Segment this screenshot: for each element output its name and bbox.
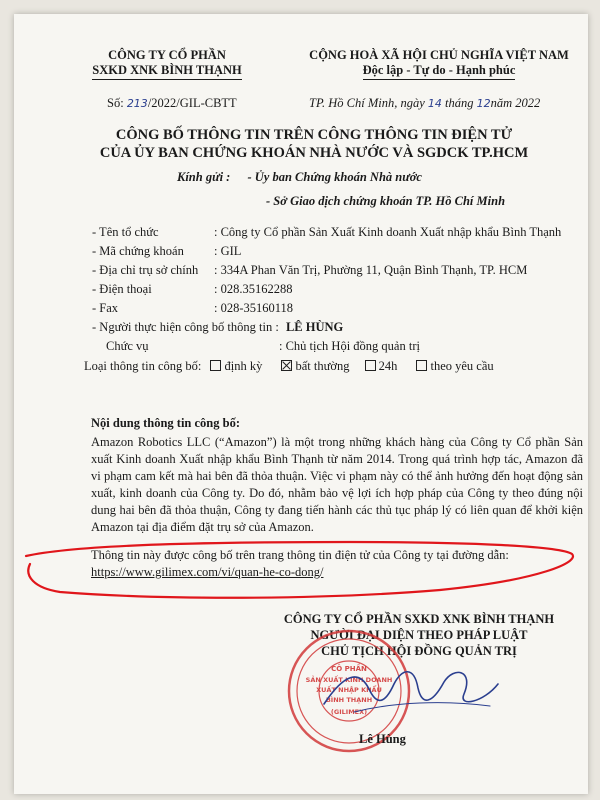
sig-representative: NGƯỜI ĐẠI DIỆN THEO PHÁP LUẬT bbox=[310, 628, 528, 642]
option-label: bất thường bbox=[295, 359, 350, 373]
checkbox-empty-icon bbox=[416, 360, 427, 371]
shareholder-link[interactable]: https://www.gilimex.com/vi/quan-he-co-dong/ bbox=[91, 565, 324, 579]
document-title bbox=[54, 126, 574, 162]
option-label: 24h bbox=[378, 359, 398, 373]
field-value: : Công ty Cổ phần Sản Xuất Kinh doanh Xuất nhập khẩu Bình Thạnh bbox=[214, 225, 562, 239]
ref-suffix: /2022/GIL-CBTT bbox=[147, 96, 237, 110]
company-header bbox=[62, 48, 272, 80]
company-line1: CÔNG TY CỔ PHẦN bbox=[108, 48, 226, 62]
title-line1: CÔNG BỐ THÔNG TIN TRÊN CÔNG THÔNG TIN ĐIỆN TỬ bbox=[115, 127, 513, 143]
recipient-1: - Ủy ban Chứng khoán Nhà nước bbox=[247, 170, 422, 184]
checkbox-empty-icon bbox=[365, 360, 376, 371]
seal-line3: XUẤT NHẬP KHẨU bbox=[316, 686, 382, 694]
discloser-name: LÊ HÙNG bbox=[285, 320, 344, 334]
company-line2: SXKD XNK BÌNH THẠNH bbox=[92, 63, 241, 80]
ref-number-handwritten: 213 bbox=[126, 97, 148, 110]
field-label: - Mã chứng khoán bbox=[92, 244, 184, 258]
recipient-2: - Sở Giao dịch chứng khoán TP. Hồ Chí Minh bbox=[266, 194, 506, 208]
date-day: 14 bbox=[427, 97, 442, 110]
seal-line2: SẢN XUẤT KINH DOANH bbox=[305, 676, 393, 684]
date-prefix: TP. Hồ Chí Minh, ngày bbox=[309, 96, 428, 110]
national-header bbox=[294, 48, 584, 80]
info-type-row bbox=[84, 359, 494, 374]
field-label: - Tên tổ chức bbox=[92, 225, 159, 239]
date-month: 12 bbox=[476, 97, 491, 110]
field-label: - Fax bbox=[92, 301, 119, 315]
content-paragraph: Amazon Robotics LLC (“Amazon”) là một trong những khách hàng của Công ty Cổ phần Sản xuất Kinh doanh Xuất nhập khẩu Bình Thạnh từ năm 2014. Trong quá trình hợp tác, Amazon đã vi phạm cam kết mà hai bên đã thỏa thuận. Việc vi phạm này có thể ảnh hưởng đến hoạt động sản xuất, kinh doanh của Công ty. Do đó, nhằm bảo vệ lợi ích hợp pháp của Công ty theo đúng nội dung hai bên đã thỏa thuận, Công ty đang tiến hành các thủ tục pháp lý có liên quan để khởi kiện Amazon tại địa điểm đặt trụ sở của Amazon. bbox=[91, 435, 583, 534]
red-annotation-ellipse-icon bbox=[20, 536, 580, 604]
field-value: : GIL bbox=[214, 244, 242, 258]
option-24h[interactable] bbox=[365, 359, 398, 373]
date-mid: tháng bbox=[441, 96, 477, 110]
recipients bbox=[177, 170, 422, 185]
country-line1: CỘNG HOÀ XÃ HỘI CHỦ NGHĨA VIỆT NAM bbox=[309, 48, 569, 62]
website-note: Thông tin này được công bố trên trang thông tin điện tử của Công ty tại đường dẫn: bbox=[91, 548, 509, 562]
date-suffix: năm 2022 bbox=[490, 96, 541, 110]
seal-line5: (GILIMEX) bbox=[330, 708, 368, 716]
recipients-label: Kính gửi : bbox=[177, 170, 231, 184]
sig-company: CÔNG TY CỔ PHẦN SXKD XNK BÌNH THẠNH bbox=[283, 612, 555, 626]
checkbox-empty-icon bbox=[210, 360, 221, 371]
option-on-request[interactable] bbox=[416, 359, 493, 373]
info-type-label: Loại thông tin công bố: bbox=[84, 359, 202, 373]
handwritten-signature-icon bbox=[314, 654, 504, 724]
title-line2: CỦA ỦY BAN CHỨNG KHOÁN NHÀ NƯỚC VÀ SGDCK TP.HCM bbox=[99, 145, 529, 161]
field-label: - Điện thoại bbox=[92, 282, 152, 296]
reference-number bbox=[107, 96, 237, 111]
field-value: : 028-35160118 bbox=[214, 301, 294, 315]
checkbox-checked-icon bbox=[281, 360, 292, 371]
field-label: - Địa chỉ trụ sở chính bbox=[92, 263, 199, 277]
field-value: : 028.35162288 bbox=[214, 282, 293, 296]
field-value: : 334A Phan Văn Trị, Phường 11, Quận Bình Thạnh, TP. HCM bbox=[214, 263, 528, 277]
seal-line4: BÌNH THẠNH bbox=[325, 696, 373, 704]
content-title: Nội dung thông tin công bố: bbox=[91, 416, 240, 430]
signer-name: Lê Hùng bbox=[359, 732, 406, 746]
date-line bbox=[309, 96, 540, 111]
document-page bbox=[14, 14, 588, 794]
ref-prefix: Số: bbox=[107, 96, 127, 110]
position-value: : Chủ tịch Hội đồng quản trị bbox=[279, 339, 420, 353]
option-extraordinary[interactable] bbox=[281, 359, 349, 373]
option-label: theo yêu cầu bbox=[430, 359, 494, 373]
position-label: Chức vụ bbox=[106, 339, 149, 353]
sig-chairman: CHỦ TỊCH HỘI ĐỒNG QUẢN TRỊ bbox=[321, 644, 517, 658]
option-label: định kỳ bbox=[224, 359, 263, 373]
seal-line1: CÔ PHẦN bbox=[331, 665, 367, 673]
discloser-label: - Người thực hiện công bố thông tin : bbox=[92, 320, 279, 334]
discloser-row bbox=[92, 320, 343, 335]
country-line2: Độc lập - Tự do - Hạnh phúc bbox=[363, 63, 516, 80]
option-periodic[interactable] bbox=[210, 359, 262, 373]
